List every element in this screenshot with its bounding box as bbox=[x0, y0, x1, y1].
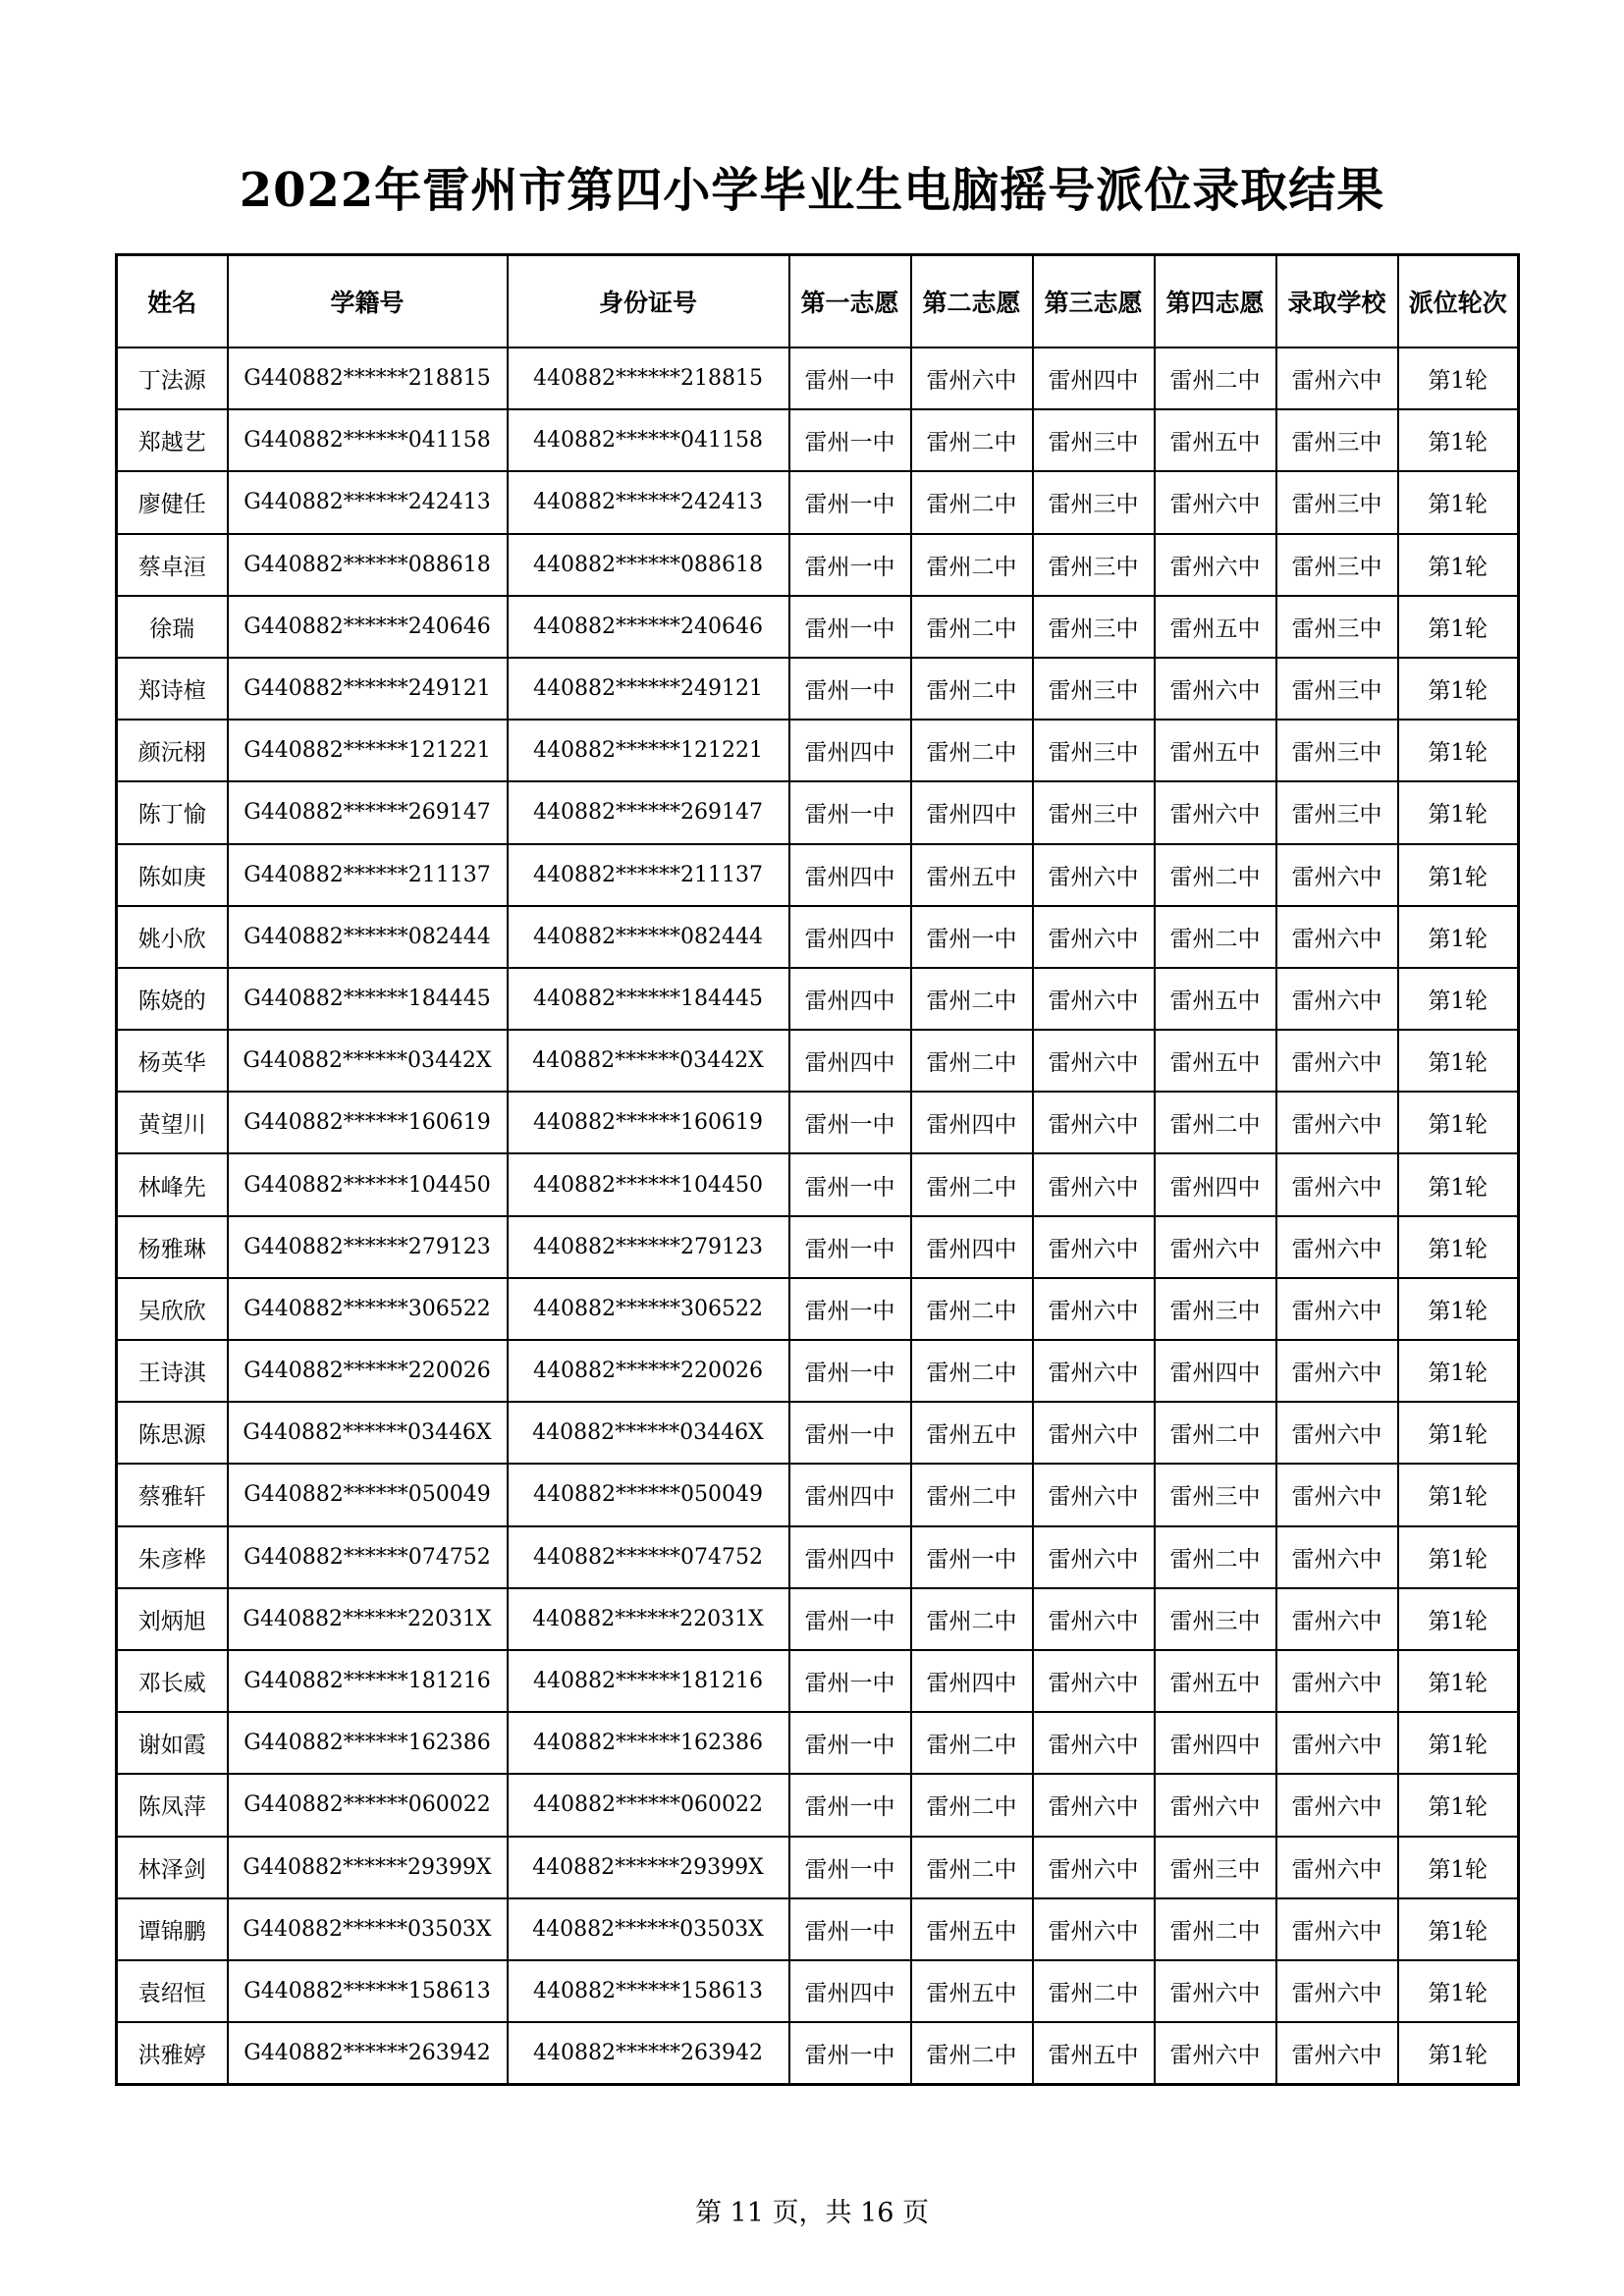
cell-choice-2: 雷州二中 bbox=[911, 658, 1033, 720]
cell-choice-1: 雷州四中 bbox=[789, 968, 911, 1030]
cell-name: 陈娆的 bbox=[117, 968, 228, 1030]
table-row bbox=[117, 596, 1519, 658]
table-row bbox=[117, 1216, 1519, 1278]
cell-student-id: G440882******158613 bbox=[228, 1960, 508, 2022]
table-row bbox=[117, 781, 1519, 843]
cell-name: 林峰先 bbox=[117, 1153, 228, 1215]
cell-choice-3: 雷州六中 bbox=[1033, 1402, 1155, 1464]
cell-name: 丁法源 bbox=[117, 347, 228, 409]
cell-name: 林泽剑 bbox=[117, 1837, 228, 1898]
cell-choice-2: 雷州四中 bbox=[911, 781, 1033, 843]
cell-admitted-school: 雷州六中 bbox=[1276, 1340, 1398, 1402]
cell-id-card: 440882******220026 bbox=[508, 1340, 789, 1402]
table-row bbox=[117, 1278, 1519, 1340]
cell-choice-1: 雷州一中 bbox=[789, 2022, 911, 2085]
cell-id-card: 440882******104450 bbox=[508, 1153, 789, 1215]
table-row bbox=[117, 1464, 1519, 1525]
cell-round: 第1轮 bbox=[1398, 1092, 1519, 1153]
cell-name: 袁绍恒 bbox=[117, 1960, 228, 2022]
cell-choice-2: 雷州四中 bbox=[911, 1216, 1033, 1278]
cell-name: 陈凤萍 bbox=[117, 1774, 228, 1836]
cell-choice-4: 雷州六中 bbox=[1155, 2022, 1276, 2085]
cell-round: 第1轮 bbox=[1398, 409, 1519, 471]
cell-student-id: G440882******211137 bbox=[228, 844, 508, 906]
admission-results-table bbox=[115, 253, 1520, 2086]
cell-name: 谢如霞 bbox=[117, 1712, 228, 1774]
table-row bbox=[117, 2022, 1519, 2085]
cell-choice-2: 雷州二中 bbox=[911, 1588, 1033, 1650]
cell-choice-1: 雷州四中 bbox=[789, 1960, 911, 2022]
cell-admitted-school: 雷州六中 bbox=[1276, 1837, 1398, 1898]
cell-choice-3: 雷州五中 bbox=[1033, 2022, 1155, 2085]
cell-admitted-school: 雷州六中 bbox=[1276, 2022, 1398, 2085]
cell-choice-1: 雷州四中 bbox=[789, 1030, 911, 1092]
cell-round: 第1轮 bbox=[1398, 1216, 1519, 1278]
cell-choice-3: 雷州六中 bbox=[1033, 1464, 1155, 1525]
table-row bbox=[117, 1898, 1519, 1960]
cell-admitted-school: 雷州六中 bbox=[1276, 1216, 1398, 1278]
cell-student-id: G440882******074752 bbox=[228, 1526, 508, 1588]
cell-choice-1: 雷州一中 bbox=[789, 1278, 911, 1340]
cell-round: 第1轮 bbox=[1398, 471, 1519, 533]
cell-id-card: 440882******088618 bbox=[508, 534, 789, 596]
table-row bbox=[117, 1712, 1519, 1774]
cell-round: 第1轮 bbox=[1398, 1340, 1519, 1402]
cell-id-card: 440882******184445 bbox=[508, 968, 789, 1030]
cell-name: 廖健任 bbox=[117, 471, 228, 533]
cell-admitted-school: 雷州六中 bbox=[1276, 1030, 1398, 1092]
cell-student-id: G440882******269147 bbox=[228, 781, 508, 843]
cell-admitted-school: 雷州三中 bbox=[1276, 781, 1398, 843]
cell-choice-2: 雷州二中 bbox=[911, 1464, 1033, 1525]
header-name: 姓名 bbox=[117, 255, 228, 348]
cell-round: 第1轮 bbox=[1398, 906, 1519, 968]
cell-id-card: 440882******218815 bbox=[508, 347, 789, 409]
cell-round: 第1轮 bbox=[1398, 1588, 1519, 1650]
table-row bbox=[117, 1774, 1519, 1836]
cell-choice-3: 雷州六中 bbox=[1033, 906, 1155, 968]
cell-round: 第1轮 bbox=[1398, 1278, 1519, 1340]
cell-choice-2: 雷州一中 bbox=[911, 1526, 1033, 1588]
cell-choice-1: 雷州四中 bbox=[789, 1526, 911, 1588]
cell-admitted-school: 雷州六中 bbox=[1276, 1402, 1398, 1464]
cell-choice-3: 雷州二中 bbox=[1033, 1960, 1155, 2022]
cell-choice-3: 雷州六中 bbox=[1033, 1153, 1155, 1215]
cell-choice-4: 雷州二中 bbox=[1155, 1092, 1276, 1153]
cell-choice-2: 雷州二中 bbox=[911, 409, 1033, 471]
header-choice-1: 第一志愿 bbox=[789, 255, 911, 348]
cell-choice-4: 雷州三中 bbox=[1155, 1837, 1276, 1898]
header-choice-2: 第二志愿 bbox=[911, 255, 1033, 348]
cell-admitted-school: 雷州六中 bbox=[1276, 906, 1398, 968]
cell-admitted-school: 雷州三中 bbox=[1276, 658, 1398, 720]
cell-choice-3: 雷州六中 bbox=[1033, 1774, 1155, 1836]
cell-choice-1: 雷州一中 bbox=[789, 471, 911, 533]
table-row bbox=[117, 658, 1519, 720]
cell-choice-3: 雷州六中 bbox=[1033, 1030, 1155, 1092]
cell-id-card: 440882******249121 bbox=[508, 658, 789, 720]
cell-name: 朱彦桦 bbox=[117, 1526, 228, 1588]
cell-id-card: 440882******162386 bbox=[508, 1712, 789, 1774]
cell-name: 姚小欣 bbox=[117, 906, 228, 968]
cell-choice-1: 雷州一中 bbox=[789, 1153, 911, 1215]
cell-choice-3: 雷州六中 bbox=[1033, 1837, 1155, 1898]
cell-choice-4: 雷州四中 bbox=[1155, 1340, 1276, 1402]
cell-choice-2: 雷州六中 bbox=[911, 347, 1033, 409]
cell-admitted-school: 雷州六中 bbox=[1276, 1278, 1398, 1340]
cell-admitted-school: 雷州三中 bbox=[1276, 534, 1398, 596]
cell-choice-2: 雷州二中 bbox=[911, 1278, 1033, 1340]
cell-id-card: 440882******22031X bbox=[508, 1588, 789, 1650]
cell-round: 第1轮 bbox=[1398, 720, 1519, 781]
cell-choice-4: 雷州五中 bbox=[1155, 1650, 1276, 1712]
cell-choice-4: 雷州六中 bbox=[1155, 1774, 1276, 1836]
cell-admitted-school: 雷州六中 bbox=[1276, 968, 1398, 1030]
cell-choice-4: 雷州二中 bbox=[1155, 1898, 1276, 1960]
cell-admitted-school: 雷州六中 bbox=[1276, 347, 1398, 409]
cell-choice-3: 雷州三中 bbox=[1033, 409, 1155, 471]
cell-round: 第1轮 bbox=[1398, 1464, 1519, 1525]
cell-name: 蔡卓洹 bbox=[117, 534, 228, 596]
cell-round: 第1轮 bbox=[1398, 1774, 1519, 1836]
cell-choice-4: 雷州五中 bbox=[1155, 409, 1276, 471]
cell-name: 陈如庚 bbox=[117, 844, 228, 906]
cell-choice-3: 雷州六中 bbox=[1033, 844, 1155, 906]
cell-round: 第1轮 bbox=[1398, 534, 1519, 596]
table-row bbox=[117, 968, 1519, 1030]
cell-id-card: 440882******074752 bbox=[508, 1526, 789, 1588]
cell-choice-3: 雷州六中 bbox=[1033, 1216, 1155, 1278]
cell-student-id: G440882******160619 bbox=[228, 1092, 508, 1153]
cell-choice-2: 雷州四中 bbox=[911, 1650, 1033, 1712]
table-row bbox=[117, 1153, 1519, 1215]
cell-student-id: G440882******03442X bbox=[228, 1030, 508, 1092]
cell-student-id: G440882******240646 bbox=[228, 596, 508, 658]
cell-name: 郑诗楦 bbox=[117, 658, 228, 720]
cell-round: 第1轮 bbox=[1398, 658, 1519, 720]
cell-choice-2: 雷州四中 bbox=[911, 1092, 1033, 1153]
cell-admitted-school: 雷州六中 bbox=[1276, 844, 1398, 906]
cell-round: 第1轮 bbox=[1398, 844, 1519, 906]
cell-choice-4: 雷州三中 bbox=[1155, 1464, 1276, 1525]
cell-choice-2: 雷州二中 bbox=[911, 2022, 1033, 2085]
cell-choice-3: 雷州六中 bbox=[1033, 1650, 1155, 1712]
cell-id-card: 440882******03503X bbox=[508, 1898, 789, 1960]
cell-choice-3: 雷州六中 bbox=[1033, 1526, 1155, 1588]
cell-student-id: G440882******181216 bbox=[228, 1650, 508, 1712]
cell-choice-4: 雷州四中 bbox=[1155, 1712, 1276, 1774]
cell-choice-4: 雷州四中 bbox=[1155, 1153, 1276, 1215]
cell-choice-1: 雷州四中 bbox=[789, 720, 911, 781]
cell-choice-3: 雷州三中 bbox=[1033, 781, 1155, 843]
cell-id-card: 440882******060022 bbox=[508, 1774, 789, 1836]
cell-choice-4: 雷州六中 bbox=[1155, 1960, 1276, 2022]
cell-choice-3: 雷州三中 bbox=[1033, 720, 1155, 781]
cell-id-card: 440882******041158 bbox=[508, 409, 789, 471]
cell-name: 陈思源 bbox=[117, 1402, 228, 1464]
cell-choice-2: 雷州二中 bbox=[911, 1030, 1033, 1092]
cell-id-card: 440882******121221 bbox=[508, 720, 789, 781]
cell-student-id: G440882******184445 bbox=[228, 968, 508, 1030]
cell-name: 吴欣欣 bbox=[117, 1278, 228, 1340]
cell-choice-4: 雷州二中 bbox=[1155, 1402, 1276, 1464]
header-id-card: 身份证号 bbox=[508, 255, 789, 348]
cell-choice-4: 雷州二中 bbox=[1155, 906, 1276, 968]
cell-choice-1: 雷州一中 bbox=[789, 534, 911, 596]
cell-choice-4: 雷州六中 bbox=[1155, 534, 1276, 596]
cell-choice-3: 雷州六中 bbox=[1033, 1588, 1155, 1650]
table-header-row bbox=[117, 255, 1519, 348]
cell-admitted-school: 雷州三中 bbox=[1276, 471, 1398, 533]
cell-choice-1: 雷州四中 bbox=[789, 906, 911, 968]
cell-choice-1: 雷州一中 bbox=[789, 781, 911, 843]
header-round: 派位轮次 bbox=[1398, 255, 1519, 348]
cell-choice-4: 雷州三中 bbox=[1155, 1278, 1276, 1340]
cell-id-card: 440882******279123 bbox=[508, 1216, 789, 1278]
cell-choice-1: 雷州一中 bbox=[789, 658, 911, 720]
table-row bbox=[117, 1092, 1519, 1153]
cell-choice-1: 雷州一中 bbox=[789, 1340, 911, 1402]
cell-choice-1: 雷州四中 bbox=[789, 844, 911, 906]
cell-round: 第1轮 bbox=[1398, 347, 1519, 409]
table-row bbox=[117, 720, 1519, 781]
cell-choice-3: 雷州三中 bbox=[1033, 534, 1155, 596]
cell-student-id: G440882******03503X bbox=[228, 1898, 508, 1960]
cell-name: 刘炳旭 bbox=[117, 1588, 228, 1650]
cell-round: 第1轮 bbox=[1398, 1402, 1519, 1464]
table-row bbox=[117, 906, 1519, 968]
cell-id-card: 440882******160619 bbox=[508, 1092, 789, 1153]
cell-name: 黄望川 bbox=[117, 1092, 228, 1153]
cell-student-id: G440882******082444 bbox=[228, 906, 508, 968]
cell-choice-1: 雷州一中 bbox=[789, 1588, 911, 1650]
cell-student-id: G440882******088618 bbox=[228, 534, 508, 596]
cell-id-card: 440882******03442X bbox=[508, 1030, 789, 1092]
cell-choice-3: 雷州六中 bbox=[1033, 1340, 1155, 1402]
cell-choice-3: 雷州六中 bbox=[1033, 968, 1155, 1030]
cell-admitted-school: 雷州六中 bbox=[1276, 1153, 1398, 1215]
cell-choice-1: 雷州一中 bbox=[789, 1712, 911, 1774]
cell-choice-2: 雷州五中 bbox=[911, 844, 1033, 906]
cell-id-card: 440882******269147 bbox=[508, 781, 789, 843]
page-footer: 第 11 页，共 16 页 bbox=[694, 2198, 930, 2228]
cell-choice-2: 雷州一中 bbox=[911, 906, 1033, 968]
table-row bbox=[117, 1837, 1519, 1898]
cell-admitted-school: 雷州三中 bbox=[1276, 409, 1398, 471]
cell-choice-2: 雷州二中 bbox=[911, 1774, 1033, 1836]
cell-round: 第1轮 bbox=[1398, 1712, 1519, 1774]
cell-student-id: G440882******162386 bbox=[228, 1712, 508, 1774]
cell-id-card: 440882******211137 bbox=[508, 844, 789, 906]
cell-admitted-school: 雷州六中 bbox=[1276, 1650, 1398, 1712]
cell-name: 杨英华 bbox=[117, 1030, 228, 1092]
cell-choice-4: 雷州六中 bbox=[1155, 1216, 1276, 1278]
cell-choice-4: 雷州五中 bbox=[1155, 596, 1276, 658]
cell-choice-1: 雷州一中 bbox=[789, 347, 911, 409]
cell-student-id: G440882******306522 bbox=[228, 1278, 508, 1340]
cell-choice-2: 雷州五中 bbox=[911, 1402, 1033, 1464]
cell-choice-4: 雷州二中 bbox=[1155, 844, 1276, 906]
cell-round: 第1轮 bbox=[1398, 1030, 1519, 1092]
cell-choice-4: 雷州五中 bbox=[1155, 720, 1276, 781]
cell-admitted-school: 雷州六中 bbox=[1276, 1898, 1398, 1960]
cell-round: 第1轮 bbox=[1398, 1960, 1519, 2022]
cell-student-id: G440882******279123 bbox=[228, 1216, 508, 1278]
cell-choice-2: 雷州二中 bbox=[911, 1837, 1033, 1898]
cell-admitted-school: 雷州六中 bbox=[1276, 1092, 1398, 1153]
header-choice-3: 第三志愿 bbox=[1033, 255, 1155, 348]
table-row bbox=[117, 1340, 1519, 1402]
cell-name: 陈丁愉 bbox=[117, 781, 228, 843]
cell-admitted-school: 雷州六中 bbox=[1276, 1464, 1398, 1525]
table-row bbox=[117, 844, 1519, 906]
cell-choice-1: 雷州一中 bbox=[789, 1837, 911, 1898]
cell-student-id: G440882******218815 bbox=[228, 347, 508, 409]
cell-choice-1: 雷州一中 bbox=[789, 409, 911, 471]
cell-choice-3: 雷州三中 bbox=[1033, 658, 1155, 720]
cell-round: 第1轮 bbox=[1398, 1837, 1519, 1898]
cell-choice-2: 雷州二中 bbox=[911, 1340, 1033, 1402]
cell-admitted-school: 雷州三中 bbox=[1276, 720, 1398, 781]
table-row bbox=[117, 534, 1519, 596]
cell-choice-4: 雷州六中 bbox=[1155, 471, 1276, 533]
table-row bbox=[117, 1030, 1519, 1092]
cell-choice-3: 雷州四中 bbox=[1033, 347, 1155, 409]
cell-id-card: 440882******03446X bbox=[508, 1402, 789, 1464]
cell-choice-3: 雷州三中 bbox=[1033, 596, 1155, 658]
table-row bbox=[117, 1526, 1519, 1588]
cell-student-id: G440882******03446X bbox=[228, 1402, 508, 1464]
cell-choice-1: 雷州一中 bbox=[789, 596, 911, 658]
header-student-id: 学籍号 bbox=[228, 255, 508, 348]
cell-choice-1: 雷州一中 bbox=[789, 1092, 911, 1153]
cell-student-id: G440882******104450 bbox=[228, 1153, 508, 1215]
cell-choice-2: 雷州五中 bbox=[911, 1960, 1033, 2022]
cell-choice-1: 雷州一中 bbox=[789, 1650, 911, 1712]
cell-choice-4: 雷州五中 bbox=[1155, 968, 1276, 1030]
cell-id-card: 440882******263942 bbox=[508, 2022, 789, 2085]
cell-id-card: 440882******158613 bbox=[508, 1960, 789, 2022]
table-row bbox=[117, 347, 1519, 409]
cell-name: 蔡雅轩 bbox=[117, 1464, 228, 1525]
cell-round: 第1轮 bbox=[1398, 1650, 1519, 1712]
cell-round: 第1轮 bbox=[1398, 781, 1519, 843]
cell-choice-2: 雷州二中 bbox=[911, 968, 1033, 1030]
cell-id-card: 440882******181216 bbox=[508, 1650, 789, 1712]
cell-choice-1: 雷州一中 bbox=[789, 1898, 911, 1960]
table-body bbox=[117, 347, 1519, 2085]
cell-choice-4: 雷州五中 bbox=[1155, 1030, 1276, 1092]
cell-student-id: G440882******29399X bbox=[228, 1837, 508, 1898]
cell-choice-2: 雷州二中 bbox=[911, 1153, 1033, 1215]
cell-choice-4: 雷州六中 bbox=[1155, 781, 1276, 843]
cell-round: 第1轮 bbox=[1398, 1153, 1519, 1215]
cell-admitted-school: 雷州六中 bbox=[1276, 1960, 1398, 2022]
cell-choice-4: 雷州六中 bbox=[1155, 658, 1276, 720]
cell-student-id: G440882******249121 bbox=[228, 658, 508, 720]
header-choice-4: 第四志愿 bbox=[1155, 255, 1276, 348]
cell-choice-1: 雷州一中 bbox=[789, 1216, 911, 1278]
cell-name: 杨雅琳 bbox=[117, 1216, 228, 1278]
cell-admitted-school: 雷州三中 bbox=[1276, 596, 1398, 658]
cell-choice-1: 雷州四中 bbox=[789, 1464, 911, 1525]
cell-id-card: 440882******306522 bbox=[508, 1278, 789, 1340]
cell-name: 颜沅栩 bbox=[117, 720, 228, 781]
header-admitted-school: 录取学校 bbox=[1276, 255, 1398, 348]
cell-id-card: 440882******29399X bbox=[508, 1837, 789, 1898]
cell-choice-3: 雷州六中 bbox=[1033, 1278, 1155, 1340]
cell-round: 第1轮 bbox=[1398, 1898, 1519, 1960]
cell-round: 第1轮 bbox=[1398, 2022, 1519, 2085]
cell-id-card: 440882******240646 bbox=[508, 596, 789, 658]
cell-name: 徐瑞 bbox=[117, 596, 228, 658]
cell-choice-2: 雷州二中 bbox=[911, 534, 1033, 596]
cell-choice-4: 雷州二中 bbox=[1155, 1526, 1276, 1588]
cell-student-id: G440882******263942 bbox=[228, 2022, 508, 2085]
cell-admitted-school: 雷州六中 bbox=[1276, 1526, 1398, 1588]
cell-student-id: G440882******220026 bbox=[228, 1340, 508, 1402]
table-row bbox=[117, 1588, 1519, 1650]
cell-round: 第1轮 bbox=[1398, 968, 1519, 1030]
cell-choice-4: 雷州三中 bbox=[1155, 1588, 1276, 1650]
page-title: 2022年雷州市第四小学毕业生电脑摇号派位录取结果 bbox=[239, 163, 1385, 218]
cell-name: 王诗淇 bbox=[117, 1340, 228, 1402]
cell-id-card: 440882******050049 bbox=[508, 1464, 789, 1525]
cell-choice-3: 雷州六中 bbox=[1033, 1092, 1155, 1153]
table-row bbox=[117, 1650, 1519, 1712]
table-row bbox=[117, 1402, 1519, 1464]
cell-choice-2: 雷州二中 bbox=[911, 471, 1033, 533]
cell-name: 谭锦鹏 bbox=[117, 1898, 228, 1960]
cell-student-id: G440882******060022 bbox=[228, 1774, 508, 1836]
cell-choice-2: 雷州五中 bbox=[911, 1898, 1033, 1960]
cell-id-card: 440882******082444 bbox=[508, 906, 789, 968]
cell-admitted-school: 雷州六中 bbox=[1276, 1712, 1398, 1774]
cell-student-id: G440882******041158 bbox=[228, 409, 508, 471]
cell-student-id: G440882******121221 bbox=[228, 720, 508, 781]
cell-choice-4: 雷州二中 bbox=[1155, 347, 1276, 409]
cell-id-card: 440882******242413 bbox=[508, 471, 789, 533]
cell-admitted-school: 雷州六中 bbox=[1276, 1588, 1398, 1650]
cell-round: 第1轮 bbox=[1398, 596, 1519, 658]
cell-round: 第1轮 bbox=[1398, 1526, 1519, 1588]
cell-choice-1: 雷州一中 bbox=[789, 1774, 911, 1836]
cell-choice-3: 雷州六中 bbox=[1033, 1712, 1155, 1774]
table-row bbox=[117, 1960, 1519, 2022]
cell-choice-1: 雷州一中 bbox=[789, 1402, 911, 1464]
table-row bbox=[117, 471, 1519, 533]
cell-name: 洪雅婷 bbox=[117, 2022, 228, 2085]
table-row bbox=[117, 409, 1519, 471]
cell-choice-2: 雷州二中 bbox=[911, 720, 1033, 781]
cell-student-id: G440882******22031X bbox=[228, 1588, 508, 1650]
cell-choice-3: 雷州六中 bbox=[1033, 1898, 1155, 1960]
cell-choice-3: 雷州三中 bbox=[1033, 471, 1155, 533]
cell-admitted-school: 雷州六中 bbox=[1276, 1774, 1398, 1836]
cell-name: 邓长威 bbox=[117, 1650, 228, 1712]
cell-choice-2: 雷州二中 bbox=[911, 1712, 1033, 1774]
cell-student-id: G440882******050049 bbox=[228, 1464, 508, 1525]
cell-name: 郑越艺 bbox=[117, 409, 228, 471]
cell-student-id: G440882******242413 bbox=[228, 471, 508, 533]
cell-choice-2: 雷州二中 bbox=[911, 596, 1033, 658]
